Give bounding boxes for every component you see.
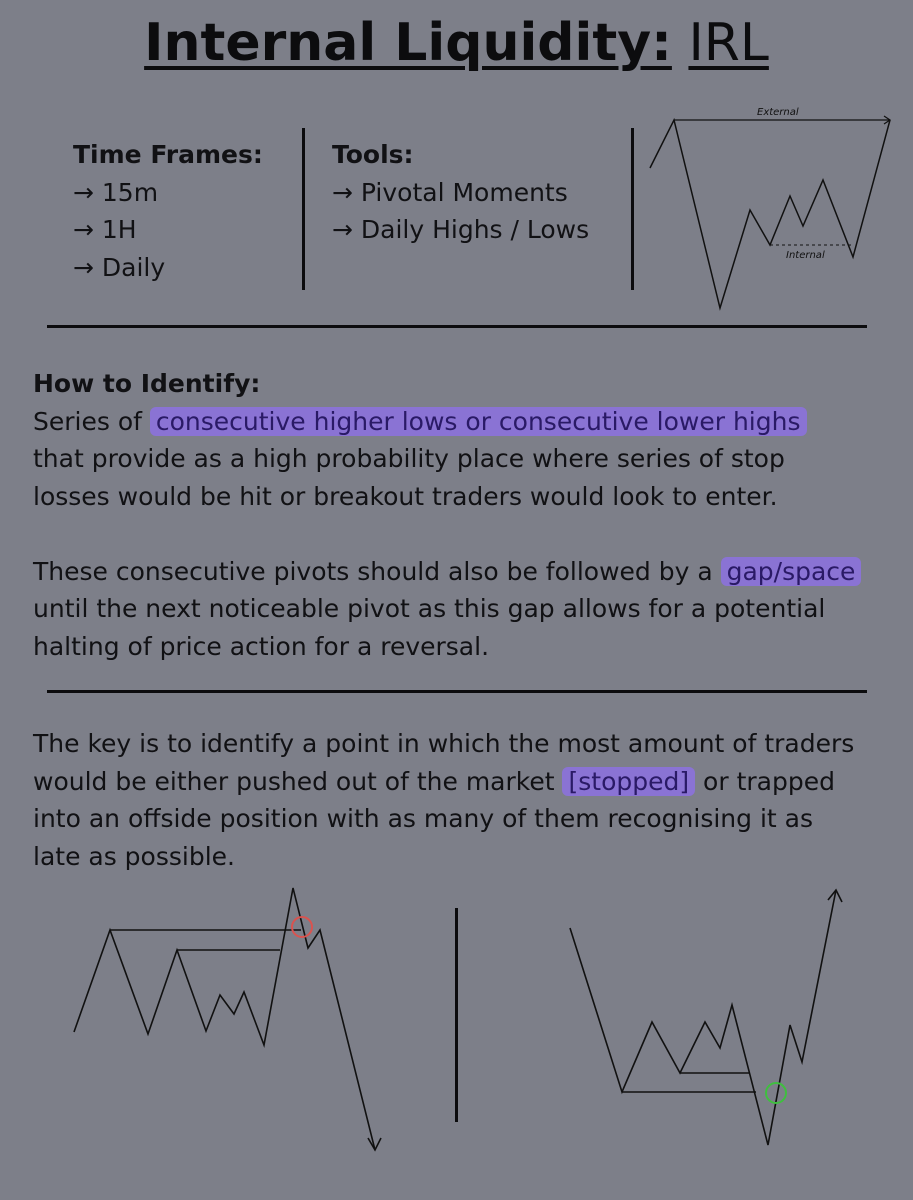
time-frames-heading: Time Frames: xyxy=(73,140,263,169)
how-to-identify-section xyxy=(33,365,893,665)
external-label: External xyxy=(757,107,799,118)
key-section xyxy=(33,725,893,875)
internal-label: Internal xyxy=(786,250,825,261)
time-frame-item: → 1H xyxy=(73,215,137,244)
time-frame-item: → 15m xyxy=(73,177,159,207)
stop-hunt-high-diagram xyxy=(60,880,390,1160)
title-bold: Internal Liquidity: xyxy=(144,13,672,73)
price-path xyxy=(650,120,890,308)
highlight-consecutive-pivots: consecutive higher lows or consecutive lower highs xyxy=(150,407,807,436)
paragraph-text: or trapped xyxy=(695,766,835,796)
paragraph-text: would be either pushed out of the market xyxy=(33,766,563,796)
highlight-gap-space: gap/space xyxy=(721,557,862,586)
page-title xyxy=(0,8,913,78)
price-path xyxy=(74,888,375,1150)
highlight-stopped: [stopped] xyxy=(562,767,695,796)
paragraph-text: halting of price action for a reversal. xyxy=(33,631,490,661)
external-internal-diagram xyxy=(640,100,900,315)
paragraph-text: that provide as a high probability place where series of stop xyxy=(33,444,785,473)
time-frames-column xyxy=(73,136,263,286)
section-divider xyxy=(47,325,867,328)
how-to-identify-heading: How to Identify: xyxy=(33,369,261,398)
time-frame-item: → Daily xyxy=(73,252,166,282)
section-divider xyxy=(47,690,867,693)
down-arrow-head xyxy=(368,1138,381,1150)
column-divider xyxy=(302,128,305,290)
stop-hunt-low-diagram xyxy=(560,880,860,1160)
paragraph-text: into an offside position with as many of them recognising it as xyxy=(33,804,813,833)
tools-column xyxy=(332,136,589,249)
paragraph-text: The key is to identify a point in which the most amount of traders xyxy=(33,729,855,758)
paragraph-text: These consecutive pivots should also be followed by a xyxy=(33,556,721,586)
paragraph-text: Series of xyxy=(33,406,150,436)
paragraph-text: late as possible. xyxy=(33,841,235,871)
tool-item: → Daily Highs / Lows xyxy=(332,215,590,244)
paragraph-text: losses would be hit or breakout traders would look to enter. xyxy=(33,481,778,511)
tools-heading: Tools: xyxy=(332,140,414,169)
column-divider xyxy=(631,128,634,290)
diagram-divider xyxy=(455,908,458,1122)
price-path xyxy=(570,890,836,1145)
title-light: IRL xyxy=(688,13,769,73)
tool-item: → Pivotal Moments xyxy=(332,177,568,207)
paragraph-text: until the next noticeable pivot as this gap allows for a potential xyxy=(33,594,826,623)
